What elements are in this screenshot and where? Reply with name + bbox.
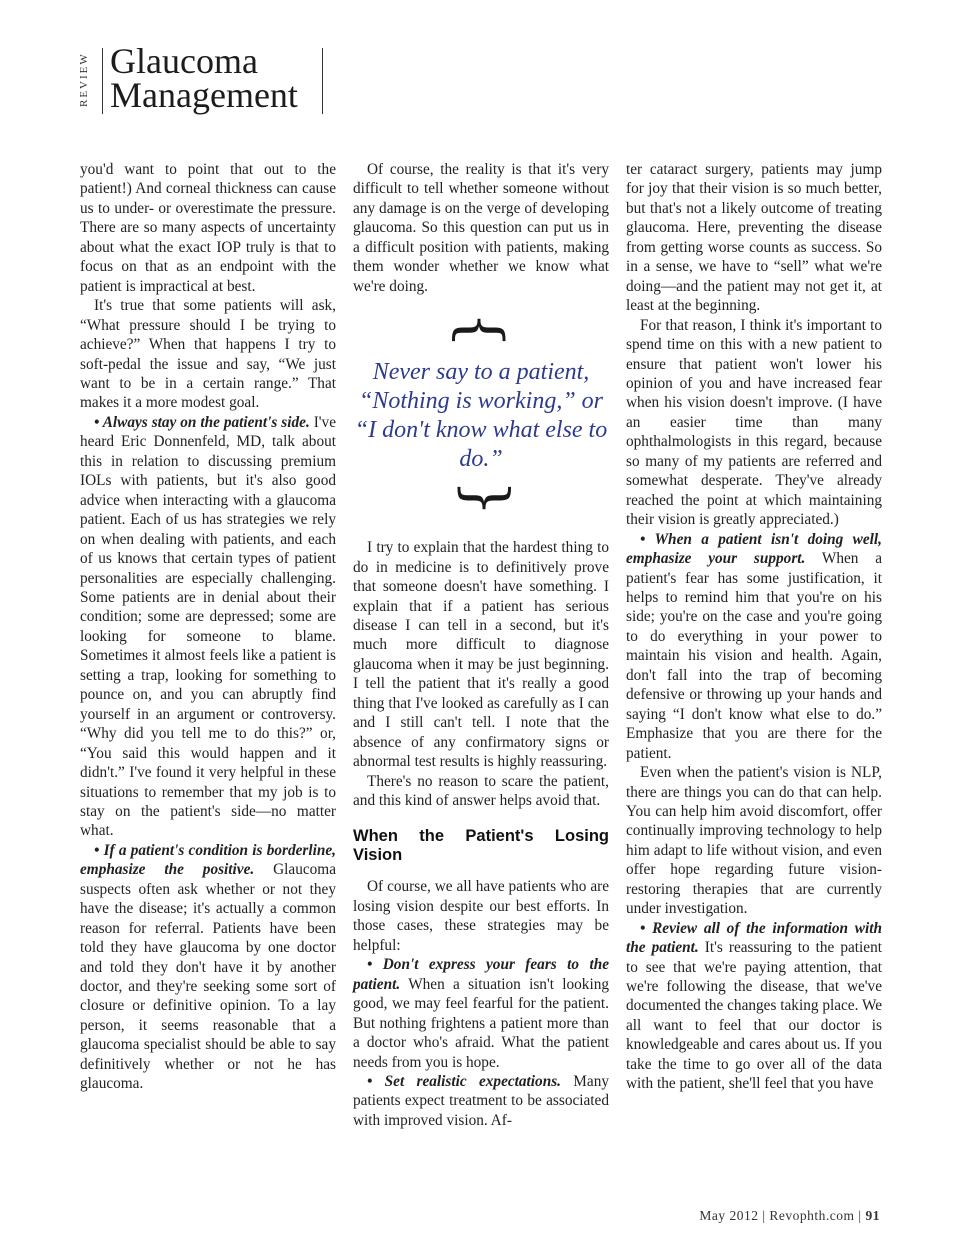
header-divider-right <box>322 48 323 114</box>
paragraph-text: Glaucoma suspects often ask whether or not they have the disease; it's actually a common reason for referral. Patients have been told they have glaucoma by one doctor and told they don't have it by another doctor, and they're seeking some sort of closure or definitive opinion. To a lay person, it seems reasonable that a glaucoma specialist should be able to say definitively whether or not he has glaucoma. <box>80 861 336 1093</box>
paragraph: Of course, we all have patients who are losing vision despite our best efforts. In those cases, these strategies may be helpful: <box>353 878 609 954</box>
paragraph <box>626 919 882 1094</box>
title-line-1: Glaucoma <box>110 41 258 81</box>
page-title <box>110 41 298 115</box>
column-3 <box>626 160 882 1094</box>
brace-bottom-icon: { <box>447 480 515 517</box>
paragraph: Of course, the reality is that it's very difficult to tell whether someone without any damage is on the verge of developing glaucoma. So this question can put us in a difficult position with patients, making them wonder whether we know what we're doing. <box>353 161 609 295</box>
paragraph <box>80 413 336 841</box>
paragraph: ter cataract surgery, patients may jump for joy that their vision is so much better, but that's not a likely outcome of treating glaucoma. Here, preventing the disease from getting worse counts as success. So in a sense, we have to “sell” what we're doing—and the patient may not get it, at least at the beginning. <box>626 161 882 315</box>
bullet-lead: • Don't express your fears to the patient. <box>353 956 609 993</box>
paragraph: you'd want to point that out to the patient!) And corneal thickness can cause us to under- or overestimate the pressure. There are so many aspects of uncertainty about what the exact IOP truly is that to focus on that as an endpoint with the patient is impractical at best. <box>80 161 336 295</box>
column-1 <box>80 160 336 1094</box>
section-subhead: When the Patient's Losing Vision <box>353 826 609 864</box>
header-divider-left <box>102 48 103 114</box>
paragraph: Even when the patient's vision is NLP, there are things you can do that can help. You can help him avoid discomfort, offer continually improving technology to help him adapt to life without vision, and even offer hope regarding future vision-restoring therapies that are currently under investigation. <box>626 764 882 918</box>
bullet-lead: • Review all of the information with the patient. <box>626 919 882 957</box>
paragraph <box>80 841 336 1094</box>
page-number: 91 <box>865 1208 880 1223</box>
paragraph-text: Many patients expect treatment to be associated with improved vision. Af- <box>353 1072 609 1129</box>
paragraph: For that reason, I think it's important to spend time on this with a new patient to ensure that patient won't lower his opinion of you and have increased fear when his vision doesn't improve. (I have an easier time than many ophthalmologists in this regard, because so many of my patients are referred and somewhat desperate. They've already reached the point at which maintaining their vision is greatly appreciated.) <box>626 316 882 529</box>
bullet-lead: • When a patient isn't doing well, emphasize your support. <box>626 530 882 568</box>
issue-info: May 2012 | Revophth.com | <box>699 1208 866 1223</box>
column-2 <box>353 160 609 1130</box>
bullet-lead: • Always stay on the patient's side. <box>94 413 310 431</box>
paragraph-text: I've heard Eric Donnenfeld, MD, talk about this in relation to discussing premium IOLs with patients, but it's also good advice when interacting with a glaucoma patient. Each of us has strategies we rely on when dealing with patients, and each of us knows that certain types of patient personalities are especially challenging. Some patients are in denial about their condition; some are depressed; some are looking for someone to blame. Sometimes it almost feels like a patient is setting a trap, looking for something to pounce on, and you can abruptly find yourself in an argument or controversy. “Why did you tell me to do this?” or, “You said this would happen and it didn't.” I've found it very helpful in these situations to remember that my job is to stay on the patient's side—no matter what. <box>80 413 336 840</box>
bullet-lead: • Set realistic expectations. <box>367 1072 561 1090</box>
paragraph-text: When a patient's fear has some justification, it helps to remind him that you're on his side; you're on the case and you're going to do everything in your power to maintain his vision and health. Again, don't fall into the trap of becoming defensive or throwing up your hands and saying “I don't know what else to do.” Emphasize that you are there for the patient. <box>626 550 883 762</box>
pull-quote-text: Never say to a patient, “Nothing is working,” or “I don't know what else to do.” <box>354 359 608 473</box>
paragraph-text: It's reassuring to the patient to see that we're paying attention, that we're following the disease, that we've documented the changes taking place. We all want to feel that our doctor is knowledgeable and cares about us. If you take the time to go over all of the data with the patient, she'll feel that you have <box>626 939 882 1093</box>
paragraph: It's true that some patients will ask, “What pressure should I be trying to achieve?” When that happens I try to soft-pedal the issue and say, “We just want to be in a certain range.” That makes it a more modest goal. <box>80 297 336 412</box>
paragraph: There's no reason to scare the patient, and this kind of answer helps avoid that. <box>353 772 609 810</box>
paragraph: I try to explain that the hardest thing to do in medicine is to definitively prove that someone doesn't have something. I explain that if a patient has serious disease I can tell in a second, but it's much more difficult to diagnose glaucoma when it may be just beginning. I tell the patient that it's really a good thing that I've looked as carefully as I can and I still can't tell. I note that the absence of any confirmatory signs or abnormal test results is highly reassuring. <box>353 539 609 771</box>
pull-quote <box>353 312 609 520</box>
page-footer <box>699 1208 880 1224</box>
brace-top-icon: { <box>447 312 515 349</box>
paragraph <box>353 1072 609 1130</box>
paragraph-text: When a situation isn't looking good, we may feel fearful for the patient. But nothing frightens a patient more than a doctor who's afraid. What the patient needs from you is hope. <box>353 975 609 1071</box>
bullet-lead: • If a patient's condition is borderline, emphasize the positive. <box>80 841 336 879</box>
paragraph <box>626 530 882 763</box>
paragraph <box>353 955 609 1072</box>
section-label: REVIEW <box>78 52 90 108</box>
title-line-2: Management <box>110 75 298 115</box>
